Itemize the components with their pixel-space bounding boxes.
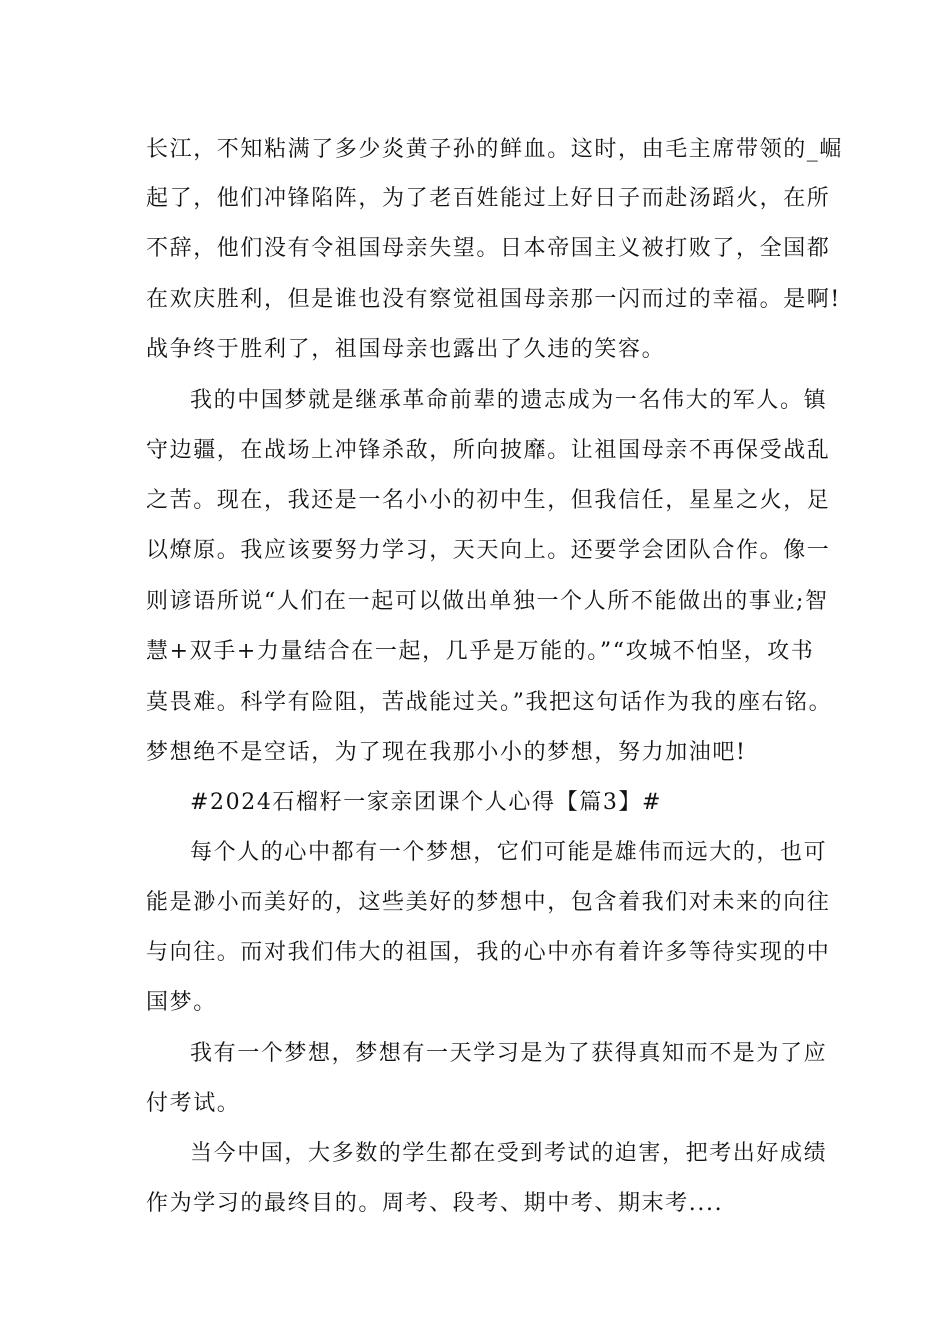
text-line: 守边疆，在战场上冲锋杀敌，所向披靡。让祖国母亲不再保受战乱 [146,438,831,463]
text-line: 战争终于胜利了，祖国母亲也露出了久违的笑容。 [146,337,666,362]
text-line: 则谚语所说“人们在一起可以做出单独一个人所不能做出的事业;智 [146,589,829,614]
text-line: 作为学习的最终目的。周考、段考、期中考、期末考.... [146,1191,724,1216]
paragraph-start-line: 我的中国梦就是继承革命前辈的遗志成为一名伟大的军人。镇 [190,388,828,413]
text-line: 付考试。 [146,1091,241,1116]
text-line: 在欢庆胜利，但是谁也没有察觉祖国母亲那一闪而过的幸福。是啊! [146,287,841,312]
text-line: 莫畏难。科学有险阻，苦战能过关。”我把这句话作为我的座右铭。 [146,690,833,715]
text-line: 长江，不知粘满了多少炎黄子孙的鲜血。这时，由毛主席带领的_崛 [146,137,844,162]
text-line: 慧+双手+力量结合在一起，几乎是万能的。”“攻城不怕坚，攻书 [146,639,815,664]
paragraph-start-line: 我有一个梦想，梦想有一天学习是为了获得真知而不是为了应 [190,1041,828,1066]
text-line: 以燎原。我应该要努力学习，天天向上。还要学会团队合作。像一 [146,538,831,563]
text-line: 国梦。 [146,990,217,1015]
text-line: 与向往。而对我们伟大的祖国，我的心中亦有着许多等待实现的中 [146,940,831,965]
text-line: 不辞，他们没有令祖国母亲失望。日本帝国主义被打败了，全国都 [146,236,831,261]
paragraph-start-line: 每个人的心中都有一个梦想，它们可能是雄伟而远大的，也可 [190,840,828,865]
text-line: 梦想绝不是空话，为了现在我那小小的梦想，努力加油吧! [146,740,747,765]
text-line: 起了，他们冲锋陷阵，为了老百姓能过上好日子而赴汤蹈火，在所 [146,186,831,211]
text-line: 之苦。现在，我还是一名小小的初中生，但我信任，星星之火，足 [146,488,831,513]
section-heading: #2024石榴籽一家亲团课个人心得【篇3】# [190,790,663,815]
paragraph-start-line: 当今中国，大多数的学生都在受到考试的迫害，把考出好成绩 [190,1141,828,1166]
text-line: 能是渺小而美好的，这些美好的梦想中，包含着我们对未来的向往 [146,890,831,915]
